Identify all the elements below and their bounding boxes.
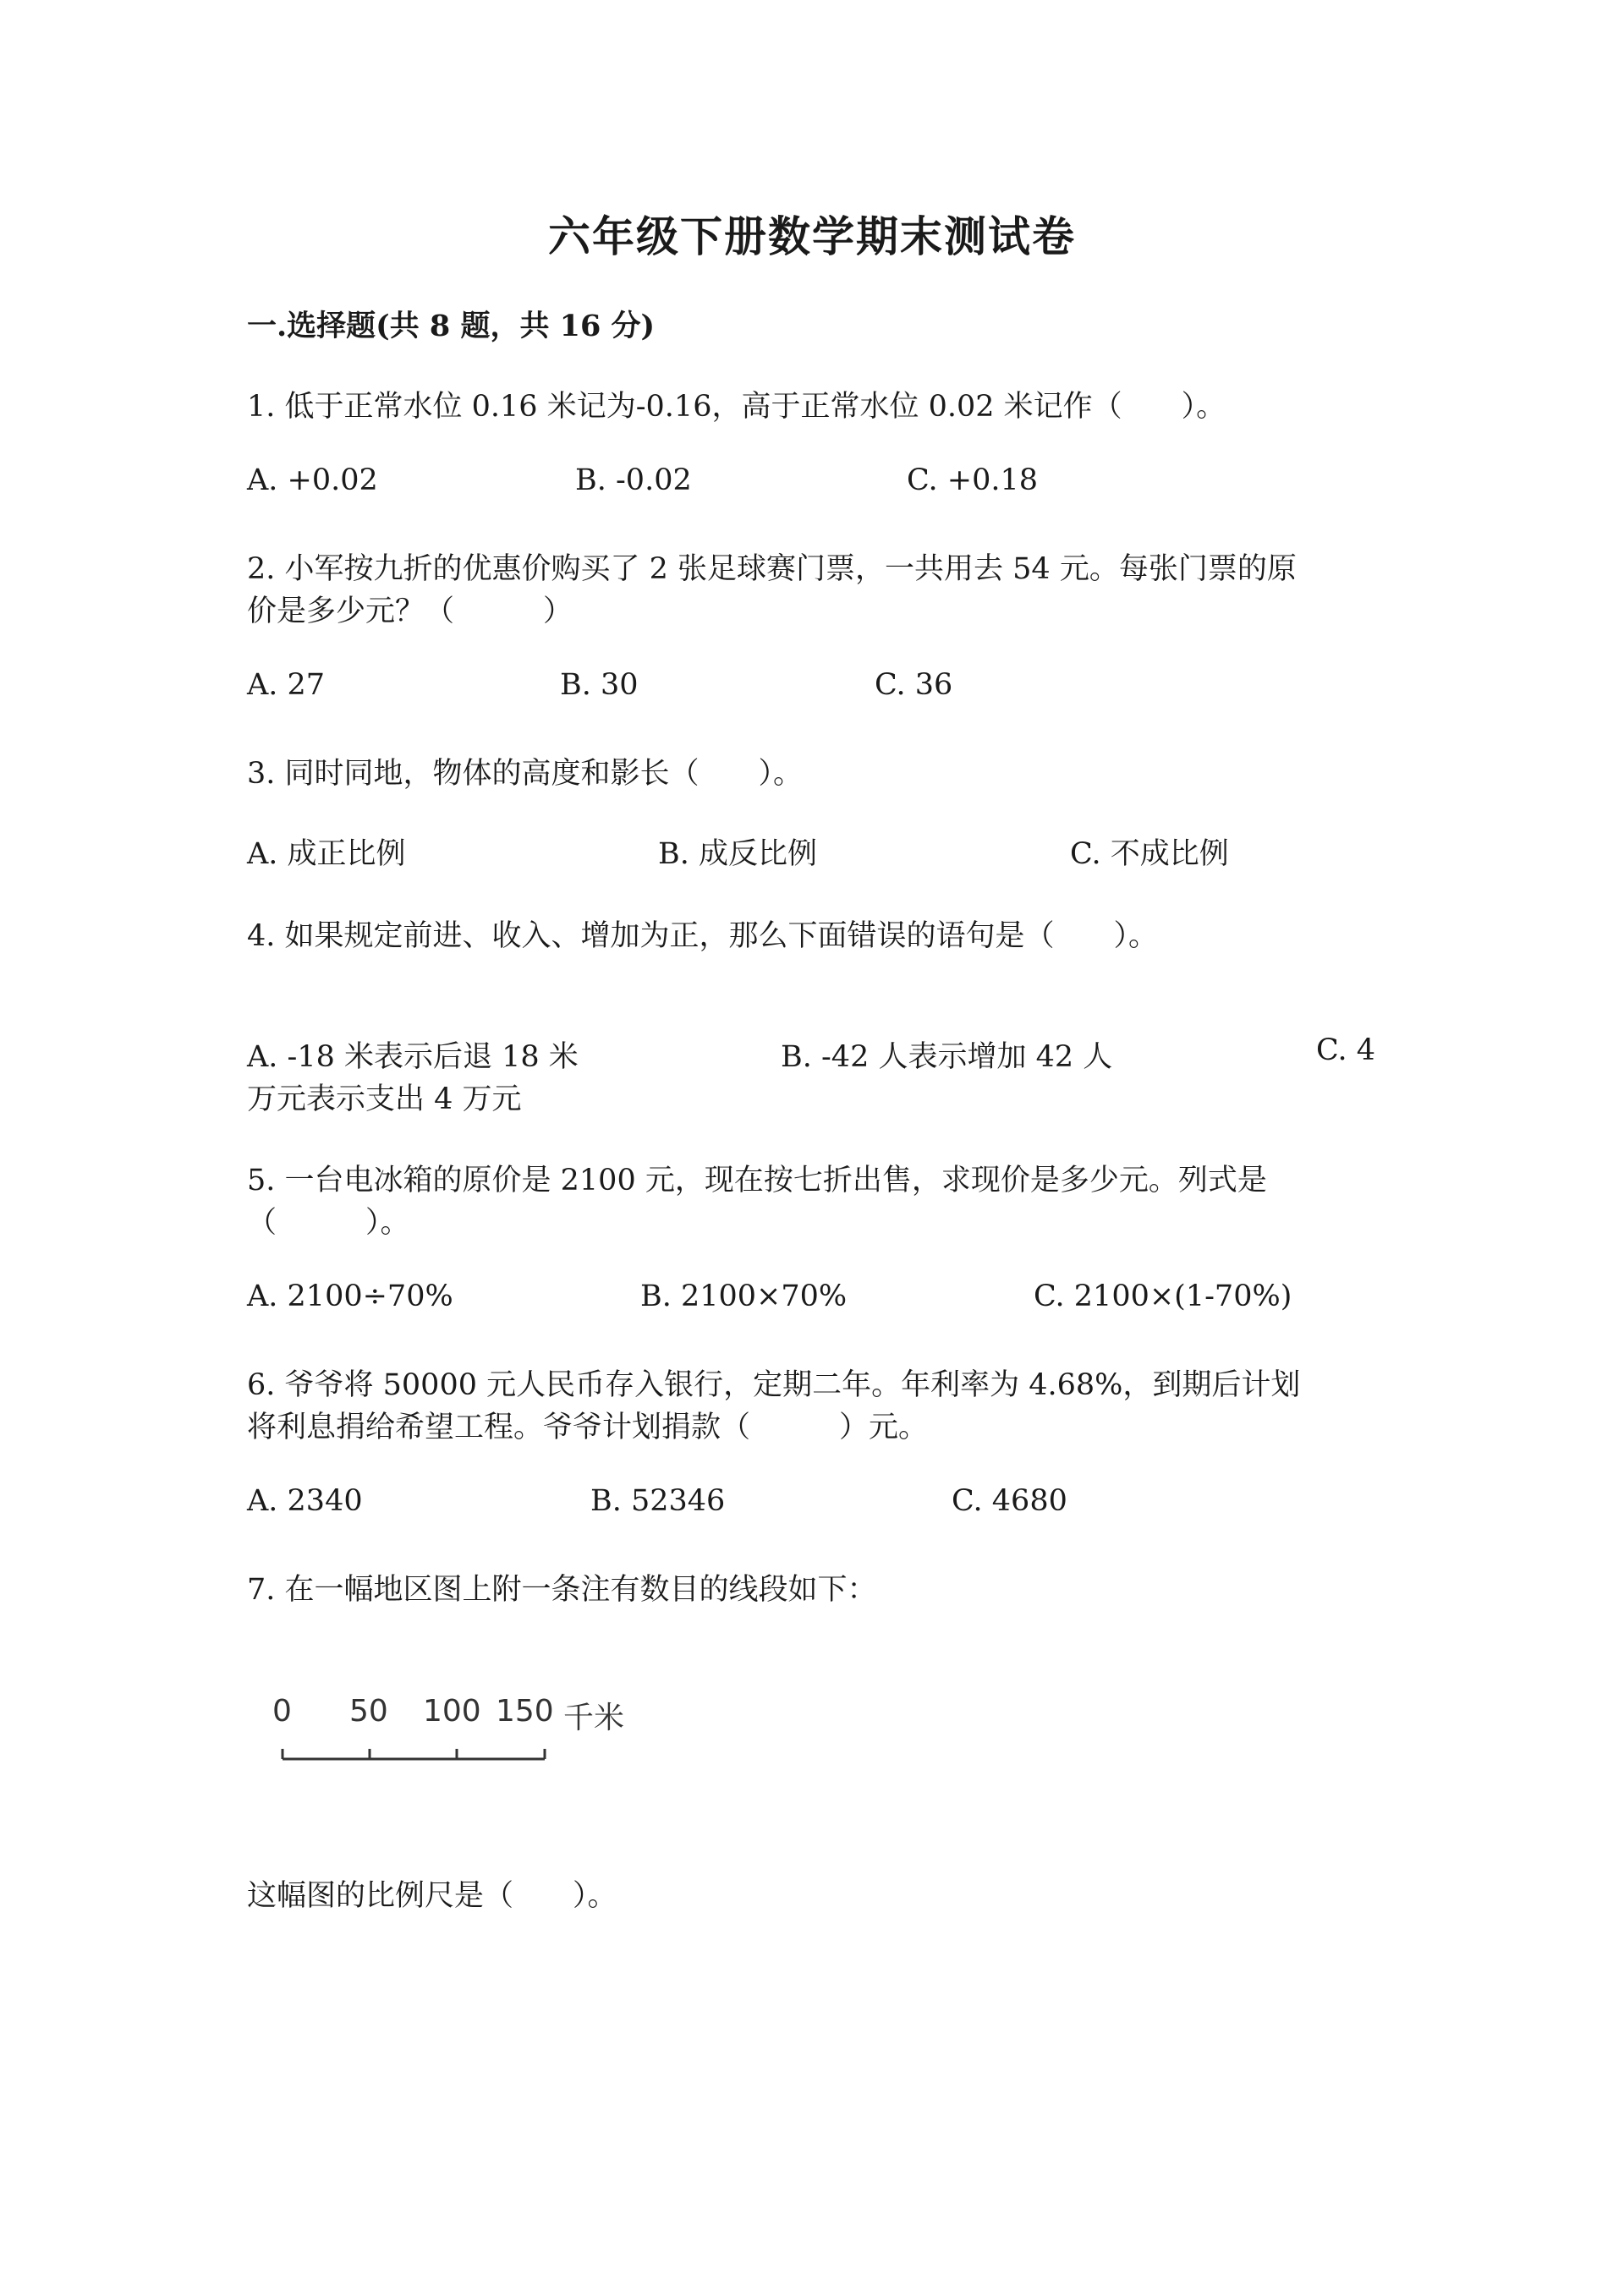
question-6-option-c[interactable]: C. 4680 bbox=[952, 1484, 1067, 1518]
question-2-option-b[interactable]: B. 30 bbox=[560, 668, 639, 702]
question-4-option-c[interactable]: C. 4 bbox=[1316, 1033, 1376, 1067]
question-5-option-c[interactable]: C. 2100×(1-70%) bbox=[1034, 1280, 1292, 1313]
section-header: 一.选择题(共 8 题，共 16 分) bbox=[247, 309, 656, 343]
question-4-option-c-cont: 万元表示支出 4 万元 bbox=[247, 1082, 522, 1116]
scale-label-150: 150 bbox=[496, 1694, 554, 1729]
question-7-followup: 这幅图的比例尺是（ ）。 bbox=[247, 1879, 617, 1913]
question-2-option-a[interactable]: A. 27 bbox=[247, 668, 326, 702]
question-3-text: 3. 同时同地，物体的高度和影长（ ）。 bbox=[247, 757, 804, 791]
question-1-option-c[interactable]: C. +0.18 bbox=[907, 463, 1039, 497]
question-1-option-a[interactable]: A. +0.02 bbox=[247, 463, 378, 497]
question-7-text: 7. 在一幅地区图上附一条注有数目的线段如下： bbox=[247, 1573, 877, 1607]
question-4-option-a[interactable]: A. -18 米表示后退 18 米 bbox=[247, 1040, 579, 1074]
question-5-option-a[interactable]: A. 2100÷70% bbox=[247, 1280, 453, 1313]
question-3-option-a[interactable]: A. 成正比例 bbox=[247, 837, 406, 871]
page-title: 六年级下册数学期末测试卷 bbox=[548, 211, 1076, 261]
question-6-option-b[interactable]: B. 52346 bbox=[590, 1484, 726, 1518]
question-4-option-b[interactable]: B. -42 人表示增加 42 人 bbox=[781, 1040, 1113, 1074]
scale-bar-figure bbox=[269, 1694, 658, 1770]
question-5-option-b[interactable]: B. 2100×70% bbox=[640, 1280, 848, 1313]
question-5-text-cont: （ ）。 bbox=[247, 1206, 410, 1240]
question-5-text: 5. 一台电冰箱的原价是 2100 元，现在按七折出售，求现价是多少元。列式是 bbox=[247, 1164, 1267, 1197]
question-6-text-cont: 将利息捐给希望工程。爷爷计划捐款（ ）元。 bbox=[247, 1411, 929, 1444]
question-2-option-c[interactable]: C. 36 bbox=[875, 668, 953, 702]
scale-label-100: 100 bbox=[423, 1694, 481, 1729]
question-1-option-b[interactable]: B. -0.02 bbox=[575, 463, 692, 497]
question-3-option-c[interactable]: C. 不成比例 bbox=[1070, 837, 1229, 871]
scale-label-50: 50 bbox=[349, 1694, 388, 1729]
scale-label-0: 0 bbox=[272, 1694, 292, 1729]
question-2-text-cont: 价是多少元？（ ） bbox=[247, 595, 573, 628]
question-3-option-b[interactable]: B. 成反比例 bbox=[658, 837, 817, 871]
question-1-text: 1. 低于正常水位 0.16 米记为-0.16，高于正常水位 0.02 米记作（ ）。 bbox=[247, 390, 1226, 424]
question-4-text: 4. 如果规定前进、收入、增加为正，那么下面错误的语句是（ ）。 bbox=[247, 919, 1159, 953]
scale-line bbox=[269, 1740, 557, 1766]
question-6-text: 6. 爷爷将 50000 元人民币存入银行，定期二年。年利率为 4.68%，到期后计划 bbox=[247, 1368, 1301, 1402]
question-2-text: 2. 小军按九折的优惠价购买了 2 张足球赛门票，一共用去 54 元。每张门票的原 bbox=[247, 552, 1297, 586]
scale-unit: 千米 bbox=[563, 1701, 625, 1735]
question-6-option-a[interactable]: A. 2340 bbox=[247, 1484, 363, 1518]
